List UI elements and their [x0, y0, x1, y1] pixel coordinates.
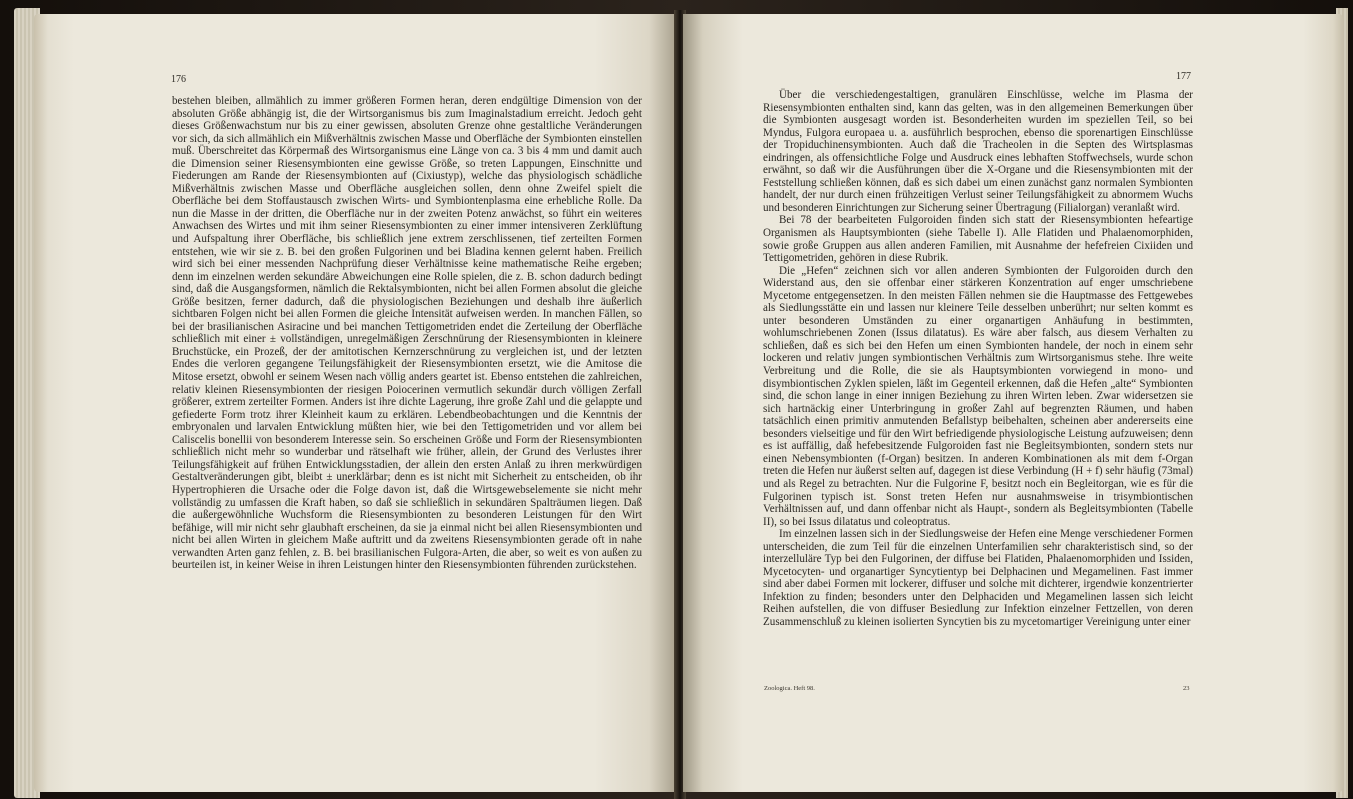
paragraph: Bei 78 der bearbeiteten Fulgoroiden finden sich statt der Riesensymbionten hefeartige Organismen als Hauptsymbionten (siehe Tabelle I). Alle Flatiden und Phalaenomorphiden, sowie große Gruppen aus allen anderen Familien, mit Ausnahme der hefefreien Cixiiden und Tettigometriden, gehören in diese Rubrik. — [763, 214, 1193, 265]
page-number-left: 176 — [171, 74, 186, 85]
right-page — [683, 14, 1343, 792]
paragraph: Die „Hefen“ zeichnen sich vor allen anderen Symbionten der Fulgoroiden durch den Widerstand aus, den sie offenbar einer stärkeren Konzentration auf enger umschriebene Mycetome entgegensetzen. In den meisten Fällen nehmen sie die Hauptmasse des Fettgewebes als Siedlungsstätte ein und lassen nur kleinere Teile desselben unberührt; nur selten kommt es unter besonderen Umständen zu einer organartigen Anhäufung in bestimmten, wohlumschriebenen Zonen (Issus dilatatus). Es wäre aber falsch, aus diesem Verhalten zu schließen, daß es sich bei den Hefen um einen Symbionten handele, der noch in einem sehr lockeren und relativ jungen symbiontischen Verhältnis zum Wirtsorganismus stehe. Ihre weite Verbreitung und die Rolle, die sie als Hauptsymbionten vorwiegend in mono- und disymbiontischen Zyklen spielen, läßt im Gegenteil erkennen, daß die Hefen „alte“ Symbionten sind, die schon lange in einer innigen Beziehung zu ihren Wirten leben. Zwar widersetzen sie sich hartnäckig einer Unterbringung in großer Zahl auf begrenzten Räumen, und haben tatsächlich einen primitiv anmutenden Befallstyp beibehalten, scheinen aber andererseits eine besonders vielseitige und für den Wirt befriedigende physiologische Leistung aufzuweisen; denn es ist auffällig, daß hefebesitzende Fulgoroiden fast nie Begleitsymbionten, sondern stets nur einen Nebensymbionten (f-Organ) besitzen. In anderen Kombinationen als mit dem f-Organ treten die Hefen nur äußerst selten auf, dagegen ist diese Verbindung (H + f) sehr häufig (73mal) und als Regel zu betrachten. Nur die Fulgorine F, besitzt noch ein Begleitorgan, wie es für die Fulgorinen typisch ist. Sonst treten Hefen nur ausnahmsweise in trisymbiontischen Verhältnissen auf, und dann offenbar nicht als Haupt-, sondern als Begleitsymbionten (Tabelle II), so bei Issus dilatatus und coleoptratus. — [763, 264, 1193, 528]
paragraph: Im einzelnen lassen sich in der Siedlungsweise der Hefen eine Menge verschiedener Formen unterscheiden, die zum Teil für die einzelnen Unterfamilien sehr charakteristisch sind, so der interzelluläre Typ bei den Fulgorinen, der diffuse bei Flatiden, Phalaenomorphiden und Issiden, Mycetocyten- und organartiger Syncytientyp bei Delphacinen und Megamelinen. Fast immer sind aber dabei Formen mit lockerer, diffuser und solche mit dichterer, irgendwie konzentrierter Infektion zu finden; besonders unter den Delphaciden und Megamelinen lassen sich leicht Reihen aufstellen, die von diffuser Besiedlung zur Infektion einzelner Fettzellen, von deren Zusammenschluß zu kleinen isolierten Syncytien bis zu mycetomartiger Vereinigung unter einer — [763, 528, 1193, 628]
footer-journal: Zoologica. Heft 98. — [764, 685, 815, 692]
paragraph: bestehen bleiben, allmählich zu immer größeren Formen heran, deren endgültige Dimension von der absoluten Größe abhängig ist, die der Wirtsorganismus bis zum Imaginalstadium erreicht. Jedoch geht dieses Größenwachstum nur bis zu einer gewissen, absoluten Grenze ohne gestaltliche Veränderungen vor sich, da sich allmählich ein Mißverhältnis zwischen Masse und Oberfläche der Symbionten einstellen muß. Überschreitet das Körpermaß des Wirtsorganismus eine Länge von ca. 3 bis 4 mm und damit auch die Dimension seiner Riesensymbionten eine gewisse Größe, so treten Lappungen, Einschnitte und Fiederungen am Rande der Riesensymbionten auf (Cixiustyp), welche das physiologisch schädliche Mißverhältnis zwischen Masse und Oberfläche ausgleichen sollen, denn ohne Zweifel spielt die Oberfläche bei dem Stoffaustausch zwischen Wirts- und Symbiontenplasma eine erhebliche Rolle. Da nun die Masse in der dritten, die Oberfläche nur in der zweiten Potenz anwächst, so führt ein weiteres Anwachsen des Wirtes und mit ihm seiner Riesensymbionten zu einer immer intensiveren Zerklüftung und Aufspaltung ihrer Oberfläche, bis schließlich jene extrem zerschlissenen, tief zerteilten Formen entstehen, wie wir sie z. B. bei den großen Fulgorinen und bei Bladina kennen gelernt haben. Freilich wird sich bei einer messenden Nachprüfung dieser Verhältnisse keine mathematische Reihe ergeben; denn im einzelnen werden sekundäre Abweichungen eine Rolle spielen, die z. B. schon dadurch bedingt sind, daß die Ausgangsformen, nämlich die Rektalsymbionten, nicht bei allen Formen absolut die gleiche Größe besitzen, ferner dadurch, daß die physiologischen Beziehungen und deshalb ihre äußerlich sichtbaren Folgen nicht bei allen Formen die gleiche Intensität aufweisen werden. In manchen Fällen, so bei der brasilianischen Asiracine und bei manchen Tettigometriden endet die Zerteilung der Oberfläche schließlich mit einer ± vollständigen, unregelmäßigen Zerschnürung der Riesensymbionten in kleinere Bruchstücke, ein Prozeß, der der amitotischen Kernzerschnürung zu vergleichen ist, und der letzten Endes die verloren gegangene Teilungsfähigkeit der Riesensymbionten ersetzt, wie die Amitose die Mitose ersetzt, obwohl er seinem Wesen nach völlig anders geartet ist. Ebenso entstehen die zahlreichen, relativ kleinen Riesensymbionten der riesigen Poiocerinen vermutlich sekundär durch völligen Zerfall größerer, extrem zerteilter Formen. Anders ist ihre dichte Lagerung, ihre große Zahl und die gelappte und gefiederte Form trotz ihrer Kleinheit kaum zu erklären. Lebendbeobachtungen und die Kenntnis der embryonalen und larvalen Entwicklung müßten hier, wie bei den Tettigometriden und vor allem bei Caliscelis bonellii von besonderem Interesse sein. So erscheinen Größe und Form der Riesensymbionten schließlich nicht mehr so wunderbar und rätselhaft wie früher, allein, der Grund des Verlustes ihrer Teilungsfähigkeit auf frühen Entwicklungsstadien, der allein den ersten Anlaß zu ihren merkwürdigen Gestaltveränderungen gibt, bleibt ± unerklärbar; denn es ist nicht mit Sicherheit zu entscheiden, ob ihr Hypertrophieren die Ursache oder die Folge davon ist, daß die Wirtsgewebselemente sie nicht mehr vollständig zu umfassen die Kraft haben, so daß sie schließlich in sekundären Spalträumen liegen. Daß die außergewöhnliche Wuchsform die Riesensymbionten zu besonderen Leistungen für den Wirt befähige, will mir nicht sehr glaubhaft erscheinen, da sie ja einmal nicht bei allen Riesensymbionten und nicht bei allen Wirten in gleichem Maße auftritt und da zweitens Riesensymbionten gerade oft in nahe verwandten Arten ganz fehlen, z. B. bei brasilianischen Fulgora-Arten, die aber, so weit es von außen zu beurteilen ist, in keiner Weise in ihren Leistungen hinter den Riesensymbionten führenden zurückstehen. — [172, 95, 642, 572]
left-page-text — [172, 95, 642, 572]
paragraph: Über die verschiedengestaltigen, granulären Einschlüsse, welche im Plasma der Riesensymbionten enthalten sind, kann das gelten, was in den allgemeinen Bemerkungen über die Symbionten ausgesagt worden ist. Besonderheiten wurden im speziellen Teil, so bei Myndus, Fulgora europaea u. a. ausführlich besprochen, ebenso die sporenartigen Einschlüsse der Tropiduchinensymbionten. Auch daß die Tracheolen in die Septen des Wirtsplasmas eindringen, als offensichtliche Folge und Ausdruck eines lebhaften Stoffwechsels, wurde schon erwähnt, so daß wir die Ausführungen über die X-Organe und die Riesensymbionten mit der Feststellung schließen können, daß es sich dabei um einen zunächst ganz normalen Symbionten handelt, der nur durch einen frühzeitigen Verlust seiner Teilungsfähigkeit zu abnormem Wuchs und besonderen Einrichtungen zur Sicherung seiner Übertragung (Filialorgan) veranlaßt wird. — [763, 89, 1193, 214]
left-page — [34, 14, 676, 792]
footer-signature: 23 — [1183, 685, 1190, 692]
right-page-text — [763, 89, 1193, 629]
page-number-right: 177 — [1176, 71, 1191, 82]
